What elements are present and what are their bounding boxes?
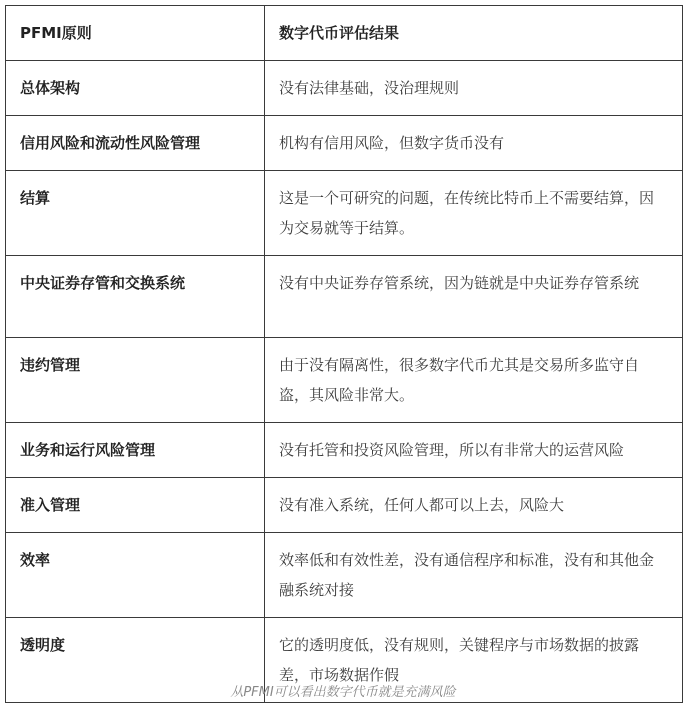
- header-principle: PFMI原则: [6, 6, 265, 61]
- result-cell: 没有中央证券存管系统，因为链就是中央证券存管系统: [265, 256, 683, 338]
- table-row: [6, 533, 683, 618]
- result-cell: 没有托管和投资风险管理，所以有非常大的运营风险: [265, 423, 683, 478]
- header-result: 数字代币评估结果: [265, 6, 683, 61]
- principle-cell: 结算: [6, 171, 265, 256]
- table-caption: 从PFMI可以看出数字代币就是充满风险: [230, 685, 456, 700]
- principle-cell: 中央证券存管和交换系统: [6, 256, 265, 338]
- table-row: [6, 171, 683, 256]
- principle-cell: 业务和运行风险管理: [6, 423, 265, 478]
- result-cell: 没有准入系统，任何人都可以上去，风险大: [265, 478, 683, 533]
- principle-cell: 违约管理: [6, 338, 265, 423]
- principle-cell: 透明度: [6, 618, 265, 703]
- table-row: [6, 116, 683, 171]
- principle-cell: 信用风险和流动性风险管理: [6, 116, 265, 171]
- result-cell: 这是一个可研究的问题，在传统比特币上不需要结算，因为交易就等于结算。: [265, 171, 683, 256]
- table-row: [6, 338, 683, 423]
- result-cell: 由于没有隔离性，很多数字代币尤其是交易所多监守自盗，其风险非常大。: [265, 338, 683, 423]
- table-row: [6, 61, 683, 116]
- pfmi-assessment-table: [5, 5, 683, 703]
- result-cell: 它的透明度低，没有规则，关键程序与市场数据的披露差，市场数据作假: [265, 618, 683, 703]
- principle-cell: 总体架构: [6, 61, 265, 116]
- table-header-row: [6, 6, 683, 61]
- result-cell: 没有法律基础，没治理规则: [265, 61, 683, 116]
- result-cell: 效率低和有效性差，没有通信程序和标准，没有和其他金融系统对接: [265, 533, 683, 618]
- table-row: [6, 423, 683, 478]
- table-row: [6, 256, 683, 338]
- principle-cell: 效率: [6, 533, 265, 618]
- table-row: [6, 478, 683, 533]
- result-cell: 机构有信用风险，但数字货币没有: [265, 116, 683, 171]
- principle-cell: 准入管理: [6, 478, 265, 533]
